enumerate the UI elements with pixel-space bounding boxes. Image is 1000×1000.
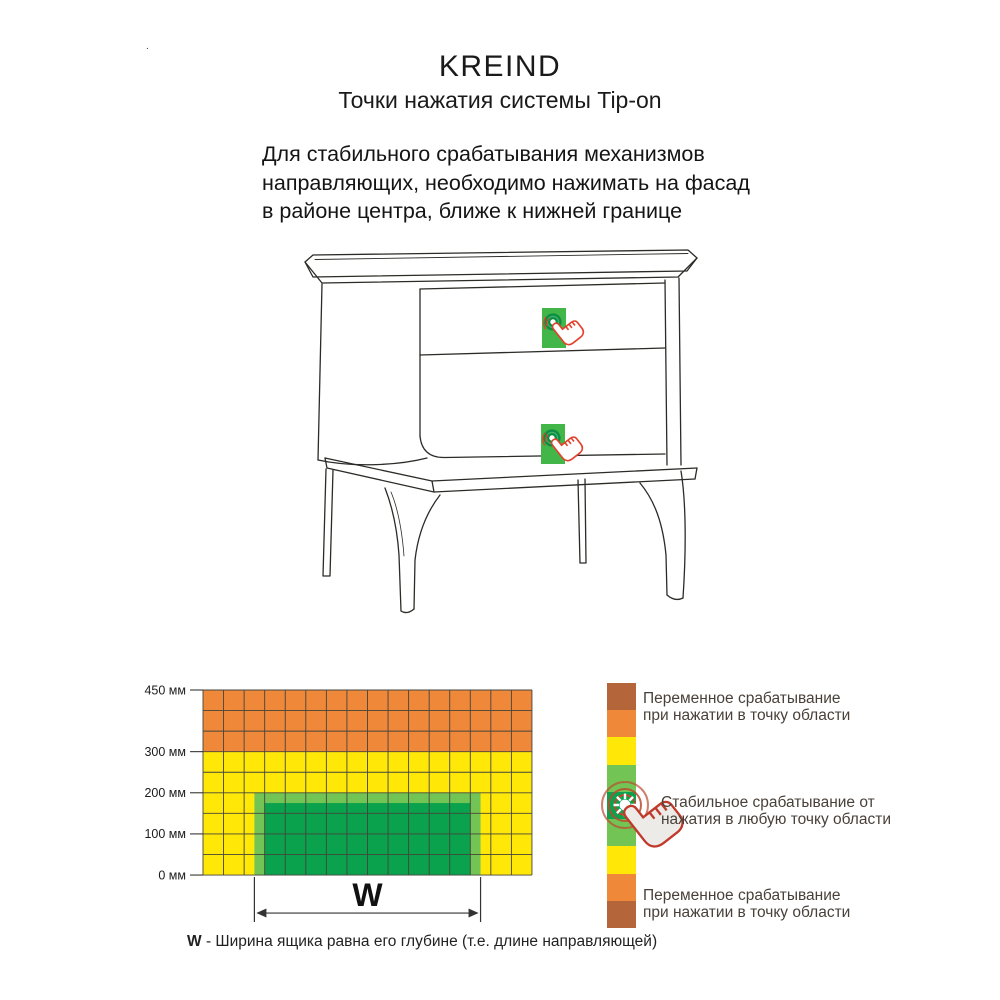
stray-dot: . bbox=[146, 41, 149, 52]
legend-entry-variable-bottom bbox=[643, 888, 850, 921]
legend-entry-line: Переменное срабатывание bbox=[643, 690, 841, 707]
width-label: W bbox=[352, 877, 383, 914]
legend-entry-line: нажатия в любую точку области bbox=[661, 810, 891, 828]
legend-entry-line: Переменное срабатывание bbox=[643, 887, 841, 904]
width-caption bbox=[187, 933, 657, 951]
width-caption-text: - Ширина ящика равна его глубине (т.е. длине направляющей) bbox=[201, 933, 658, 950]
legend-entry-stable bbox=[661, 795, 891, 828]
y-tick-label: 100 мм bbox=[144, 827, 186, 842]
legend bbox=[607, 683, 992, 943]
legend-entry-line: при нажатии в точку области bbox=[643, 706, 851, 724]
description-paragraph bbox=[262, 140, 750, 226]
legend-entry-variable-top bbox=[643, 691, 850, 724]
press-zone-chart bbox=[143, 682, 593, 942]
legend-segment-yellow bbox=[607, 737, 636, 764]
width-caption-symbol: W bbox=[187, 933, 202, 950]
legend-segment-orange bbox=[607, 874, 636, 901]
legend-segment-brown bbox=[607, 901, 636, 928]
y-tick-label: 200 мм bbox=[144, 786, 186, 801]
press-point-bottom bbox=[539, 420, 585, 467]
description-line: в районе центра, ближе к нижней границе bbox=[262, 199, 683, 223]
brand-title: KREIND bbox=[438, 50, 562, 83]
press-point-top bbox=[540, 304, 586, 351]
legend-entry-line: Стабильное срабатывание от bbox=[661, 794, 875, 811]
cabinet-outline bbox=[305, 250, 697, 613]
legend-segment-orange bbox=[607, 710, 636, 737]
legend-entry-line: при нажатии в точку области bbox=[643, 903, 851, 921]
description-line: направляющих, необходимо нажимать на фасад bbox=[262, 170, 750, 195]
y-tick-label: 450 мм bbox=[144, 683, 186, 698]
description-line: Для стабильного срабатывания механизмов bbox=[262, 142, 705, 166]
y-tick-label: 0 мм bbox=[158, 868, 186, 883]
page-subtitle: Точки нажатия системы Tip-on bbox=[338, 87, 662, 113]
y-tick-label: 300 мм bbox=[144, 744, 186, 759]
legend-segment-brown bbox=[607, 683, 636, 710]
nightstand-drawing bbox=[195, 243, 715, 623]
